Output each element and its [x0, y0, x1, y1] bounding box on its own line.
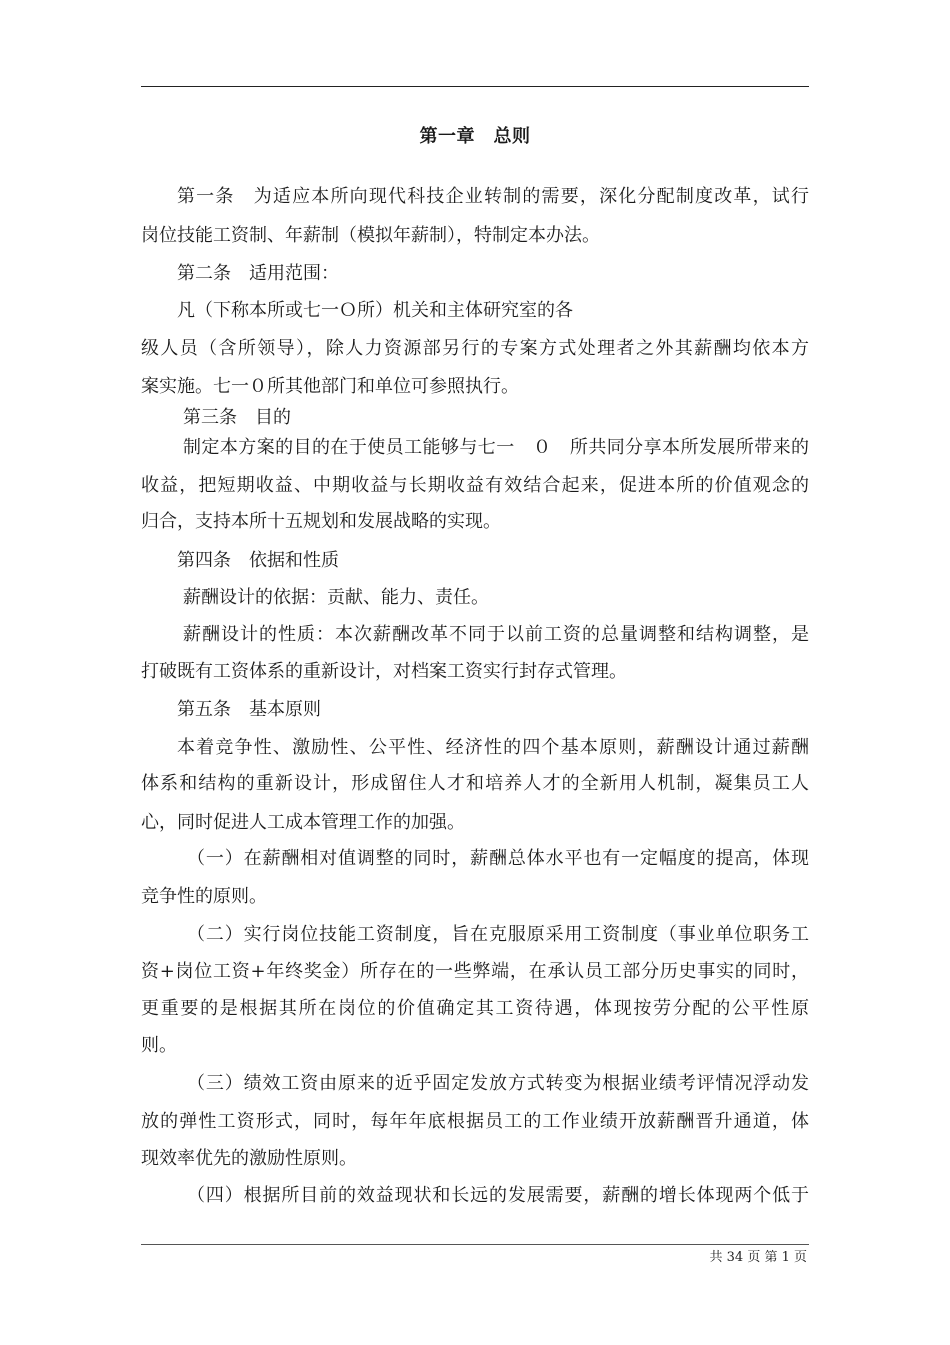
header-rule	[141, 86, 809, 87]
text-line: 资+岗位工资+年终奖金）所存在的一些弊端，在承认员工部分历史事实的同时，	[141, 961, 809, 982]
text-line: （三）绩效工资由原来的近乎固定发放方式转变为根据业绩考评情况浮动发	[187, 1073, 809, 1094]
text-line: 第三条 目的	[183, 407, 291, 428]
text-line: 薪酬设计的依据：贡献、能力、责任。	[183, 587, 489, 608]
text-line: 体系和结构的重新设计，形成留住人才和培养人才的全新用人机制，凝集员工人	[141, 773, 809, 794]
text-line: 归合，支持本所十五规划和发展战略的实现。	[141, 511, 501, 532]
text-line: 收益，把短期收益、中期收益与长期收益有效结合起来，促进本所的价值观念的	[141, 475, 809, 496]
text-line: 更重要的是根据其所在岗位的价值确定其工资待遇，体现按劳分配的公平性原	[141, 998, 809, 1019]
chapter-title: 第一章 总则	[419, 126, 531, 147]
text-line: 放的弹性工资形式，同时，每年年底根据员工的工作业绩开放薪酬晋升通道，体	[141, 1111, 809, 1132]
text-line: （一）在薪酬相对值调整的同时，薪酬总体水平也有一定幅度的提高，体现	[187, 848, 809, 869]
text-line: 打破既有工资体系的重新设计，对档案工资实行封存式管理。	[141, 661, 627, 682]
text-line: 级人员（含所领导），除人力资源部另行的专案方式处理者之外其薪酬均依本方	[141, 338, 809, 359]
text-line: 制定本方案的目的在于使员工能够与七一 ０ 所共同分享本所发展所带来的	[183, 437, 809, 458]
text-line: 则。	[141, 1035, 177, 1056]
page-number: 共 34 页 第 1 页	[709, 1250, 807, 1265]
text-line: 竞争性的原则。	[141, 886, 267, 907]
text-line: 第四条 依据和性质	[177, 550, 339, 571]
text-line: （二）实行岗位技能工资制度，旨在克服原采用工资制度（事业单位职务工	[187, 924, 809, 945]
text-line: 第一条 为适应本所向现代科技企业转制的需要，深化分配制度改革，试行	[177, 186, 809, 207]
text-line: 案实施。七一０所其他部门和单位可参照执行。	[141, 376, 519, 397]
text-line: 凡（下称本所或七一Ｏ所）机关和主体研究室的各	[177, 300, 573, 321]
footer-rule	[141, 1244, 809, 1245]
text-line: 心，同时促进人工成本管理工作的加强。	[141, 812, 465, 833]
text-line: 第五条 基本原则	[177, 699, 321, 720]
text-line: 岗位技能工资制、年薪制（模拟年薪制），特制定本办法。	[141, 225, 600, 246]
text-line: 薪酬设计的性质：本次薪酬改革不同于以前工资的总量调整和结构调整，是	[183, 624, 809, 645]
text-line: （四）根据所目前的效益现状和长远的发展需要，薪酬的增长体现两个低于	[187, 1185, 809, 1206]
text-line: 第二条 适用范围：	[177, 263, 339, 284]
text-line: 本着竞争性、激励性、公平性、经济性的四个基本原则，薪酬设计通过薪酬	[177, 737, 809, 758]
text-line: 现效率优先的激励性原则。	[141, 1148, 357, 1169]
